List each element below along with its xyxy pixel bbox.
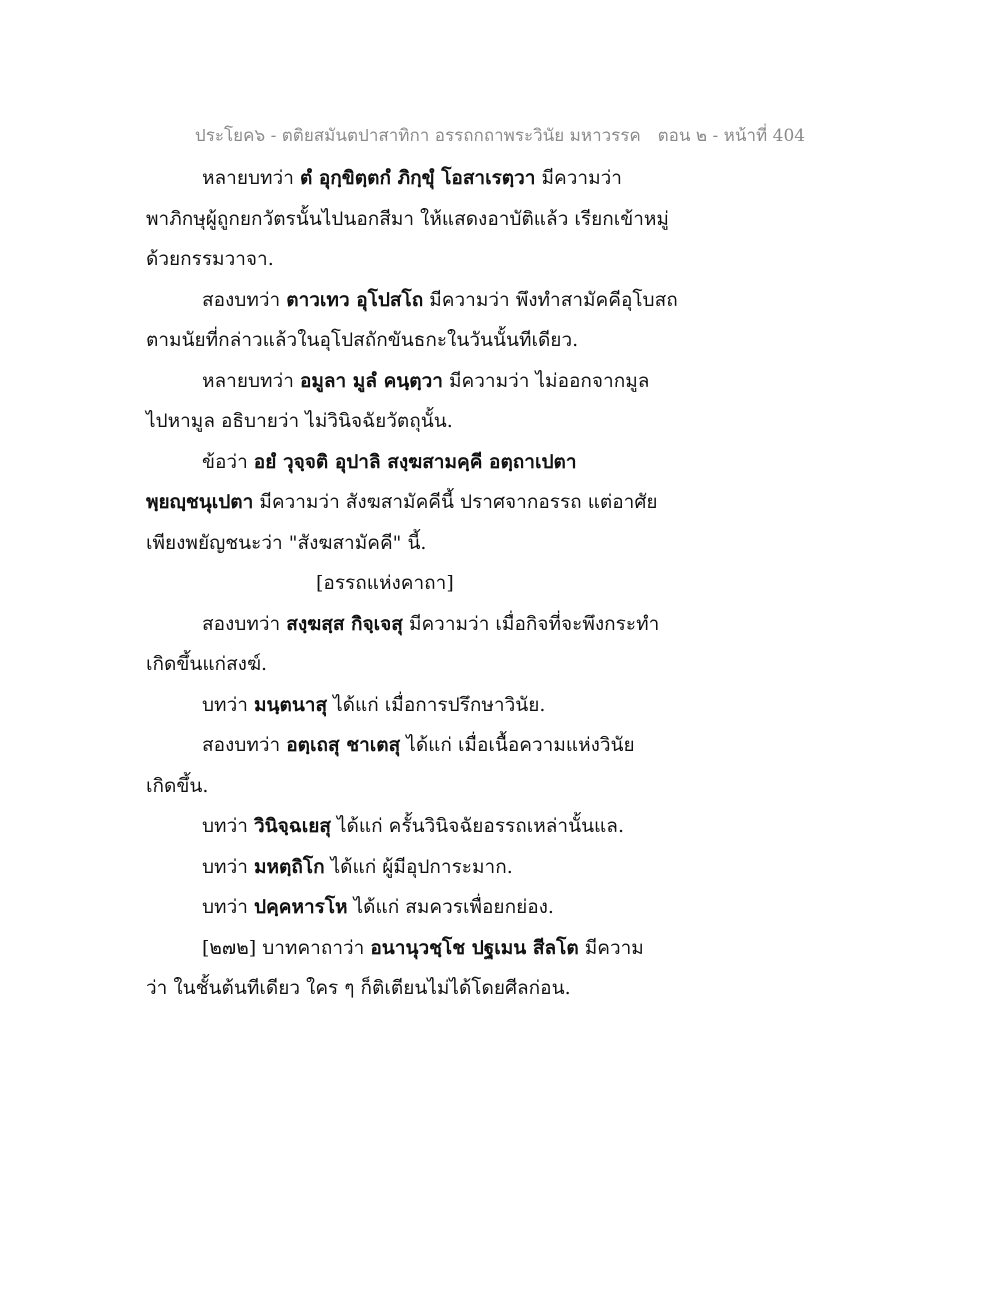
text-line	[146, 239, 706, 280]
text-segment: มีความ	[578, 936, 644, 959]
text-line	[146, 766, 706, 807]
text-segment: ว่า ในชั้นต้นทีเดียว ใคร ๆ ก็ติเตียนไม่ได้โดยศีลก่อน.	[146, 977, 571, 999]
text-segment: เกิดขึ้นแก่สงฆ์.	[146, 653, 268, 675]
text-segment: บทว่า	[202, 896, 254, 918]
pali-term: วินิจฺฉเยสุ	[253, 815, 331, 837]
pali-term: อนานุวชฺโช ปฐเมน สีลโต	[370, 936, 579, 959]
text-segment: มีความว่า ไม่ออกจากมูล	[442, 369, 650, 392]
header-part: ตอน ๒	[657, 126, 708, 146]
text-line	[146, 644, 706, 685]
running-header: ประโยค๖ - ตติยสมันตปาสาทิกา อรรถกถาพระวินัย มหาวรรค ตอน ๒ - หน้าที่ 404	[194, 126, 806, 146]
text-segment: ด้วยกรรมวาจา.	[146, 248, 274, 270]
pali-term: ปคฺคหารโห	[253, 896, 348, 918]
text-segment: ได้แก่ เมื่อเนื้อความแห่งวินัย	[400, 734, 635, 756]
text-segment: บทว่า	[202, 815, 254, 837]
text-line	[146, 968, 706, 1009]
text-segment: ข้อว่า	[202, 450, 254, 473]
document-body	[146, 158, 706, 1009]
text-line	[146, 199, 706, 240]
text-segment: มีความว่า	[535, 167, 622, 189]
text-line	[146, 361, 706, 402]
text-line	[146, 685, 706, 726]
text-segment: สองบทว่า	[202, 288, 287, 311]
text-segment: หลายบทว่า	[202, 167, 300, 189]
header-book-title: ประโยค๖ - ตติยสมันตปาสาทิกา อรรถกถาพระวินัย มหาวรรค	[194, 126, 641, 146]
text-line	[146, 442, 706, 483]
text-line	[146, 887, 706, 928]
text-segment: สองบทว่า	[202, 612, 287, 635]
text-line	[146, 806, 706, 847]
text-line	[146, 725, 706, 766]
text-segment: เกิดขึ้น.	[146, 774, 209, 797]
text-line	[146, 928, 706, 969]
text-segment: มีความว่า เมื่อกิจที่จะพึงกระทำ	[402, 612, 660, 635]
pali-term: ตํ อุกฺขิตฺตกํ ภิกฺขุํ โอสาเรตฺวา	[299, 167, 536, 189]
text-segment: บทว่า	[202, 855, 254, 878]
text-line	[146, 280, 706, 321]
text-segment: ได้แก่ ครั้นวินิจฉัยอรรถเหล่านั้นแล.	[330, 815, 624, 837]
pali-term: อตฺเถสุ ชาเตสุ	[286, 734, 401, 756]
text-line	[146, 401, 706, 442]
pali-term: สงฺฆสฺส กิจฺเจสุ	[286, 612, 403, 635]
pali-term: ตาวเทว อุโปสโถ	[286, 288, 424, 311]
text-segment: หลายบทว่า	[202, 369, 300, 392]
text-line	[146, 604, 706, 645]
text-segment: มีความว่า พึงทำสามัคคีอุโบสถ	[423, 288, 678, 311]
text-line	[146, 158, 706, 199]
pali-term: อยํ วุจฺจติ อุปาลิ สงฺฆสามคฺคี อตฺถาเปตา	[253, 450, 577, 473]
text-segment: พาภิกษุผู้ถูกยกวัตรนั้นไปนอกสีมา ให้แสดงอาบัติแล้ว เรียกเข้าหมู่	[146, 207, 669, 230]
text-segment: ได้แก่ เมื่อการปรึกษาวินัย.	[327, 693, 546, 716]
text-segment: [อรรถแห่งคาถา]	[316, 572, 454, 594]
text-segment: ได้แก่ ผู้มีอุปการะมาก.	[324, 855, 513, 878]
section-heading	[146, 563, 706, 604]
header-page-number: หน้าที่ 404	[723, 126, 806, 146]
text-line	[146, 482, 706, 523]
text-segment: [๒๗๒] บาทคาถาว่า	[202, 936, 371, 959]
text-segment: มีความว่า สังฆสามัคคีนี้ ปราศจากอรรถ แต่อาศัย	[253, 491, 658, 513]
text-segment: ไปหามูล อธิบายว่า ไม่วินิจฉัยวัตถุนั้น.	[146, 410, 453, 432]
pali-term: มหตฺถิโก	[253, 855, 325, 878]
text-segment: สองบทว่า	[202, 734, 287, 756]
text-line	[146, 320, 706, 361]
text-segment: ตามนัยที่กล่าวแล้วในอุโปสถักขันธกะในวันนั้นทีเดียว.	[146, 329, 579, 351]
pali-term: มนฺตนาสุ	[253, 693, 328, 716]
text-line	[146, 523, 706, 564]
text-line	[146, 847, 706, 888]
pali-term: พฺยญฺชนุเปตา	[146, 491, 254, 513]
text-segment: บทว่า	[202, 693, 254, 716]
text-segment: เพียงพยัญชนะว่า "สังฆสามัคคี" นี้.	[146, 531, 427, 554]
text-segment: ได้แก่ สมควรเพื่อยกย่อง.	[347, 896, 554, 918]
pali-term: อมูลา มูลํ คนฺตฺวา	[299, 369, 443, 392]
